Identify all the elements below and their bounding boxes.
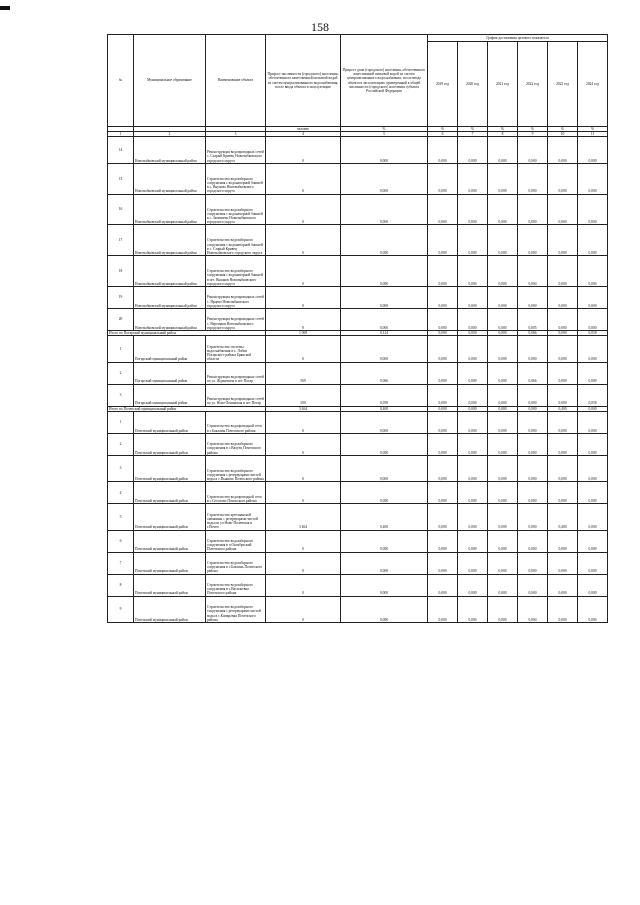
column-number: 10 xyxy=(548,132,578,137)
row-value: 0,000 xyxy=(578,137,608,163)
row-object: Строительство системы водоснабжения в с. Лобки Погарского района Брянской области xyxy=(206,336,266,362)
row-value: 0,000 xyxy=(488,504,518,530)
row-value: 3 464 xyxy=(266,504,341,530)
table-row xyxy=(108,455,608,481)
row-value: 0,000 xyxy=(548,482,578,504)
row-value: 0,000 xyxy=(578,336,608,362)
row-object: Строительство артезианской скважины с резервуарами чистой воды по ул.Ново-Полевская в г.Почеп xyxy=(206,504,266,530)
row-value: 0,000 xyxy=(518,384,548,406)
row-value: 0,000 xyxy=(458,530,488,552)
row-municipality: Погарский муниципальный район xyxy=(134,384,206,406)
row-value: 0,000 xyxy=(488,225,518,256)
row-value: 0 xyxy=(266,163,341,194)
row-value: 0,000 xyxy=(548,411,578,433)
header-schedule: График достижения целевого показателя xyxy=(428,35,608,42)
row-value: 0,000 xyxy=(578,455,608,481)
row-value: 0,000 xyxy=(488,194,518,225)
row-object: Реконструкция водопроводных сетей по ул. Ждановича в пгт Погар xyxy=(206,362,266,384)
column-number: 7 xyxy=(458,132,488,137)
row-value: 0 xyxy=(266,596,341,622)
table-row xyxy=(108,336,608,362)
row-value: 0,000 xyxy=(518,256,548,287)
row-value: 0,000 xyxy=(488,137,518,163)
column-number: 6 xyxy=(428,132,458,137)
row-value: 0,000 xyxy=(548,308,578,330)
row-object: Реконструкция водопроводных сетей с. Ярцево Новозыбковского городского округа xyxy=(206,286,266,308)
row-municipality: Новозыбковский муниципальный район xyxy=(134,256,206,287)
row-value: 0,000 xyxy=(428,194,458,225)
row-value: 0,000 xyxy=(518,194,548,225)
row-number: 6 xyxy=(108,530,134,552)
row-value: 0,000 xyxy=(341,596,428,622)
table-row xyxy=(108,482,608,504)
row-value: 0,000 xyxy=(578,504,608,530)
row-value: 0,000 xyxy=(578,411,608,433)
row-value: 0,000 xyxy=(578,256,608,287)
header-object: Наименование объекта xyxy=(206,35,266,127)
table-row xyxy=(108,530,608,552)
row-object: Реконструкция водопроводных сетей по ул. Ново-Ленинская в пгт Погар xyxy=(206,384,266,406)
row-municipality: Почепский муниципальный район xyxy=(134,574,206,596)
row-value: 0,000 xyxy=(518,596,548,622)
row-value: 0,000 xyxy=(548,455,578,481)
row-value: 0,000 xyxy=(518,504,548,530)
row-value: 0,000 xyxy=(458,574,488,596)
row-value: 0,000 xyxy=(488,530,518,552)
row-value: 0,000 xyxy=(458,482,488,504)
table-row xyxy=(108,433,608,455)
row-value: 0,000 xyxy=(488,336,518,362)
row-number: 1 xyxy=(108,411,134,433)
column-number: 3 xyxy=(206,132,266,137)
row-value: 500 xyxy=(266,384,341,406)
subtotal-value: 0,124 xyxy=(341,330,428,335)
row-value: 8 xyxy=(266,308,341,330)
row-value: 0,000 xyxy=(518,225,548,256)
row-value: 0,000 xyxy=(341,455,428,481)
row-value: 0 xyxy=(266,137,341,163)
row-value: 0,000 xyxy=(428,411,458,433)
row-value: 0,000 xyxy=(458,384,488,406)
row-value: 0,000 xyxy=(518,336,548,362)
row-object: Строительство водозаборного сооружения с водонапорной башней в пгт. Вышков Новозыбковского городского округа xyxy=(206,256,266,287)
row-number: 3 xyxy=(108,455,134,481)
column-number: 8 xyxy=(488,132,518,137)
row-value: 0,000 xyxy=(488,574,518,596)
row-value: 0,000 xyxy=(488,552,518,574)
row-value: 0,000 xyxy=(548,163,578,194)
table-row xyxy=(108,163,608,194)
row-value: 0,000 xyxy=(548,530,578,552)
row-municipality: Почепский муниципальный район xyxy=(134,552,206,574)
subtotal-value: 0,400 xyxy=(548,406,578,411)
row-value: 0,000 xyxy=(428,433,458,455)
header-year-2: 2020 год xyxy=(458,42,488,127)
header-year-4: 2022 год xyxy=(518,42,548,127)
row-value: 0 xyxy=(266,336,341,362)
row-value: 0,000 xyxy=(548,384,578,406)
row-value: 0,000 xyxy=(518,482,548,504)
row-value: 0,000 xyxy=(428,286,458,308)
subtotal-value: 0,000 xyxy=(518,406,548,411)
row-number: 15 xyxy=(108,163,134,194)
row-municipality: Новозыбковский муниципальный район xyxy=(134,194,206,225)
row-value: 0,000 xyxy=(428,574,458,596)
header-no: № xyxy=(108,35,134,127)
row-value: 0,000 xyxy=(458,455,488,481)
row-value: 0,000 xyxy=(428,137,458,163)
row-number: 4 xyxy=(108,482,134,504)
table-row xyxy=(108,411,608,433)
row-municipality: Новозыбковский муниципальный район xyxy=(134,308,206,330)
row-municipality: Почепский муниципальный район xyxy=(134,504,206,530)
row-value: 0,000 xyxy=(488,286,518,308)
row-value: 0,000 xyxy=(428,504,458,530)
row-object: Реконструкция водопроводных сетей с. Старый Кривец Новозыбковского городского округа xyxy=(206,137,266,163)
row-value: 0,000 xyxy=(488,596,518,622)
row-value: 0,000 xyxy=(578,163,608,194)
unit-pct-year: % xyxy=(548,127,578,132)
row-number: 17 xyxy=(108,225,134,256)
column-number: 2 xyxy=(134,132,206,137)
row-value: 0,000 xyxy=(341,256,428,287)
header-year-6: 2024 год xyxy=(578,42,608,127)
row-value: 0,000 xyxy=(578,482,608,504)
row-municipality: Погарский муниципальный район xyxy=(134,336,206,362)
row-object: Строительство водозаборного сооружения с водонапорной башней в с. Внуково Новозыбковского городского округа xyxy=(206,163,266,194)
header-increase-pop: Прирост численности (городского) населения, обеспеченного качественной питьевой водой из систем централизованного водоснабжения, после ввода объекта в эксплуатацию xyxy=(266,35,341,127)
row-value: 0,000 xyxy=(458,308,488,330)
row-value: 0,000 xyxy=(341,308,428,330)
subtotal-value: 0,000 xyxy=(578,406,608,411)
row-value: 0 xyxy=(266,455,341,481)
row-value: 0,000 xyxy=(458,433,488,455)
row-value: 0 xyxy=(266,286,341,308)
row-value: 0,000 xyxy=(428,596,458,622)
row-value: 0,000 xyxy=(458,362,488,384)
row-value: 0,000 xyxy=(341,482,428,504)
table-row xyxy=(108,225,608,256)
row-number: 3 xyxy=(108,384,134,406)
row-number: 1 xyxy=(108,336,134,362)
row-value: 0,000 xyxy=(458,552,488,574)
row-value: 0,000 xyxy=(341,194,428,225)
row-value: 0,000 xyxy=(488,411,518,433)
column-number: 11 xyxy=(578,132,608,137)
row-value: 0,000 xyxy=(548,336,578,362)
row-value: 0,000 xyxy=(458,411,488,433)
row-value: 0,000 xyxy=(428,482,458,504)
table-row xyxy=(108,552,608,574)
row-value: 0,000 xyxy=(428,225,458,256)
row-value: 0,000 xyxy=(428,455,458,481)
row-value: 0,000 xyxy=(548,574,578,596)
row-value: 0,000 xyxy=(458,336,488,362)
subtotal-value: 0,000 xyxy=(548,330,578,335)
row-value: 0,000 xyxy=(578,225,608,256)
row-value: 0,000 xyxy=(488,482,518,504)
row-value: 0,058 xyxy=(578,384,608,406)
header-municipality: Муниципальное образование xyxy=(134,35,206,127)
row-value: 0,000 xyxy=(488,308,518,330)
subtotal-value: 0,000 xyxy=(458,406,488,411)
row-value: 0 xyxy=(266,552,341,574)
unit-pct-year: % xyxy=(578,127,608,132)
row-value: 0,000 xyxy=(578,552,608,574)
row-value: 0,066 xyxy=(341,362,428,384)
row-value: 0,000 xyxy=(428,384,458,406)
row-value: 0,000 xyxy=(518,137,548,163)
row-value: 0,000 xyxy=(341,163,428,194)
row-number: 18 xyxy=(108,256,134,287)
row-municipality: Новозыбковский муниципальный район xyxy=(134,137,206,163)
row-value: 0 xyxy=(266,574,341,596)
header-year-5: 2023 год xyxy=(548,42,578,127)
row-object: Строительство водозаборного сооружения с водонапорной башней в с. Замишево Новозыбковского городского округа xyxy=(206,194,266,225)
subtotal-value: 0,066 xyxy=(518,330,548,335)
row-value: 0,000 xyxy=(578,194,608,225)
indicator-table xyxy=(107,34,608,623)
table-row xyxy=(108,137,608,163)
table-row xyxy=(108,286,608,308)
column-number: 5 xyxy=(341,132,428,137)
row-value: 0,000 xyxy=(488,433,518,455)
row-value: 0,000 xyxy=(548,596,578,622)
row-value: 0,058 xyxy=(341,384,428,406)
table-row xyxy=(108,596,608,622)
unit-pct-year: % xyxy=(428,127,458,132)
unit-pct-year: % xyxy=(488,127,518,132)
row-value: 0 xyxy=(266,482,341,504)
row-value: 0,000 xyxy=(548,552,578,574)
page-edge-mark xyxy=(0,6,10,10)
row-value: 0,000 xyxy=(488,455,518,481)
row-municipality: Почепский муниципальный район xyxy=(134,433,206,455)
row-value: 0,000 xyxy=(578,433,608,455)
row-value: 0,000 xyxy=(458,225,488,256)
subtotal-value: 0,000 xyxy=(428,406,458,411)
row-value: 0,000 xyxy=(548,362,578,384)
row-object: Строительство водозаборного сооружения в с.Валуец Почепского района xyxy=(206,433,266,455)
row-value: 0,000 xyxy=(341,137,428,163)
subtotal-value: 0,000 xyxy=(458,330,488,335)
row-value: 0,000 xyxy=(428,362,458,384)
row-value: 0,000 xyxy=(488,384,518,406)
row-value: 0,000 xyxy=(578,308,608,330)
row-value: 0,000 xyxy=(341,574,428,596)
row-value: 0,000 xyxy=(458,504,488,530)
row-value: 0 xyxy=(266,194,341,225)
row-object: Строительство водозаборного сооружения в с.Васильевка Почепского района xyxy=(206,574,266,596)
row-value: 0,000 xyxy=(341,286,428,308)
row-municipality: Почепский муниципальный район xyxy=(134,455,206,481)
row-number: 16 xyxy=(108,194,134,225)
row-value: 0 xyxy=(266,530,341,552)
row-object: Строительство водозаборного сооружения в п.Октябрьский Почепского района xyxy=(206,530,266,552)
row-municipality: Новозыбковский муниципальный район xyxy=(134,163,206,194)
unit-people: человек xyxy=(266,127,341,132)
row-municipality: Почепский муниципальный район xyxy=(134,482,206,504)
row-value: 0 xyxy=(266,433,341,455)
row-object: Строительство водозаборного сооружения с водонапорной башней в с. Старый Кривец Новозыбковского городского округа xyxy=(206,225,266,256)
row-value: 0,000 xyxy=(458,194,488,225)
row-value: 0,000 xyxy=(428,552,458,574)
row-value: 0,000 xyxy=(578,574,608,596)
header-increase-share: Прирост доли (городского) населения, обеспеченного качественной питьевой водой из систем централизованного водоснабжения, после ввода объекта в эксплуатацию, приведенный к общей численности (городского) населения субъекта Российской Федерации xyxy=(341,35,428,127)
row-number: 20 xyxy=(108,308,134,330)
subtotal-value: 0,058 xyxy=(578,330,608,335)
row-value: 0,000 xyxy=(488,362,518,384)
row-value: 0,000 xyxy=(518,433,548,455)
row-value: 0,000 xyxy=(341,336,428,362)
row-number: 9 xyxy=(108,596,134,622)
subtotal-label: Итого по Почепский муниципальный район xyxy=(108,406,266,411)
row-number: 5 xyxy=(108,504,134,530)
column-number: 9 xyxy=(518,132,548,137)
unit-pct-year: % xyxy=(458,127,488,132)
row-municipality: Почепский муниципальный район xyxy=(134,411,206,433)
row-object: Реконструкция водопроводных сетей с. Верещаки Новозыбковского городского округа xyxy=(206,308,266,330)
row-value: 0,000 xyxy=(458,286,488,308)
subtotal-label: Итого по Погарский муниципальный район xyxy=(108,330,266,335)
row-value: 0,000 xyxy=(458,137,488,163)
row-municipality: Почепский муниципальный район xyxy=(134,530,206,552)
row-value: 0 xyxy=(266,225,341,256)
row-municipality: Почепский муниципальный район xyxy=(134,596,206,622)
row-object: Строительство водопроводной сети в с.Сетолово Почепского района xyxy=(206,482,266,504)
row-value: 0,000 xyxy=(518,411,548,433)
row-value: 569 xyxy=(266,362,341,384)
subtotal-value: 0,000 xyxy=(488,406,518,411)
row-value: 0,000 xyxy=(548,137,578,163)
row-value: 0,000 xyxy=(548,225,578,256)
row-number: 2 xyxy=(108,362,134,384)
row-value: 0,000 xyxy=(578,286,608,308)
row-object: Строительство водозаборного сооружения с резервуарами чистой воды в с.Комаровка Почепского района xyxy=(206,596,266,622)
row-value: 0 xyxy=(266,411,341,433)
row-value: 0,000 xyxy=(548,194,578,225)
row-value: 0,000 xyxy=(488,163,518,194)
row-value: 0,000 xyxy=(341,411,428,433)
row-municipality: Новозыбковский муниципальный район xyxy=(134,286,206,308)
row-value: 0,000 xyxy=(518,530,548,552)
row-number: 14 xyxy=(108,137,134,163)
row-value: 0,000 xyxy=(578,596,608,622)
subtotal-value: 1 069 xyxy=(266,330,341,335)
page-number: 158 xyxy=(311,20,329,34)
row-value: 0,000 xyxy=(428,163,458,194)
column-number: 4 xyxy=(266,132,341,137)
header-year-3: 2021 год xyxy=(488,42,518,127)
row-value: 0,005 xyxy=(518,308,548,330)
subtotal-value: 3 464 xyxy=(266,406,341,411)
subtotal-value: 0,400 xyxy=(341,406,428,411)
table-row xyxy=(108,504,608,530)
row-value: 0,000 xyxy=(428,256,458,287)
row-object: Строительство водозаборного сооружения в с.Баклань Почепского района xyxy=(206,552,266,574)
row-value: 0,000 xyxy=(341,530,428,552)
row-value: 0 xyxy=(266,256,341,287)
row-number: 19 xyxy=(108,286,134,308)
row-number: 7 xyxy=(108,552,134,574)
unit-pct: % xyxy=(341,127,428,132)
table-row xyxy=(108,308,608,330)
table-row xyxy=(108,574,608,596)
table-row xyxy=(108,384,608,406)
row-value: 0,000 xyxy=(341,552,428,574)
row-value: 0,000 xyxy=(518,574,548,596)
row-value: 0,000 xyxy=(341,433,428,455)
row-value: 0,000 xyxy=(428,336,458,362)
row-value: 0,400 xyxy=(341,504,428,530)
row-value: 0,066 xyxy=(518,362,548,384)
unit-pct-year: % xyxy=(518,127,548,132)
row-value: 0,000 xyxy=(548,433,578,455)
row-value: 0,000 xyxy=(548,256,578,287)
row-value: 0,000 xyxy=(428,308,458,330)
row-value: 0,000 xyxy=(428,530,458,552)
row-value: 0,000 xyxy=(548,286,578,308)
table-row xyxy=(108,256,608,287)
header-year-1: 2019 год xyxy=(428,42,458,127)
row-value: 0,000 xyxy=(458,256,488,287)
row-object: Строительство водопроводной сети в с.Бакланы Почепского района xyxy=(206,411,266,433)
table-row xyxy=(108,194,608,225)
row-value: 0,000 xyxy=(578,362,608,384)
row-value: 0,000 xyxy=(518,163,548,194)
row-value: 0,000 xyxy=(488,256,518,287)
row-value: 0,000 xyxy=(458,163,488,194)
row-value: 0,000 xyxy=(518,455,548,481)
row-municipality: Погарский муниципальный район xyxy=(134,362,206,384)
row-value: 0,000 xyxy=(518,552,548,574)
row-value: 0,400 xyxy=(548,504,578,530)
row-value: 0,000 xyxy=(341,225,428,256)
row-number: 2 xyxy=(108,433,134,455)
row-number: 8 xyxy=(108,574,134,596)
row-object: Строительство водозаборного сооружения с резервуарами чистой воды в с.Пьяново Почепского района xyxy=(206,455,266,481)
subtotal-value: 0,000 xyxy=(428,330,458,335)
subtotal-value: 0,000 xyxy=(488,330,518,335)
row-value: 0,000 xyxy=(518,286,548,308)
row-value: 0,000 xyxy=(458,596,488,622)
column-number: 1 xyxy=(108,132,134,137)
row-value: 0,000 xyxy=(578,530,608,552)
table-row xyxy=(108,362,608,384)
row-municipality: Новозыбковский муниципальный район xyxy=(134,225,206,256)
